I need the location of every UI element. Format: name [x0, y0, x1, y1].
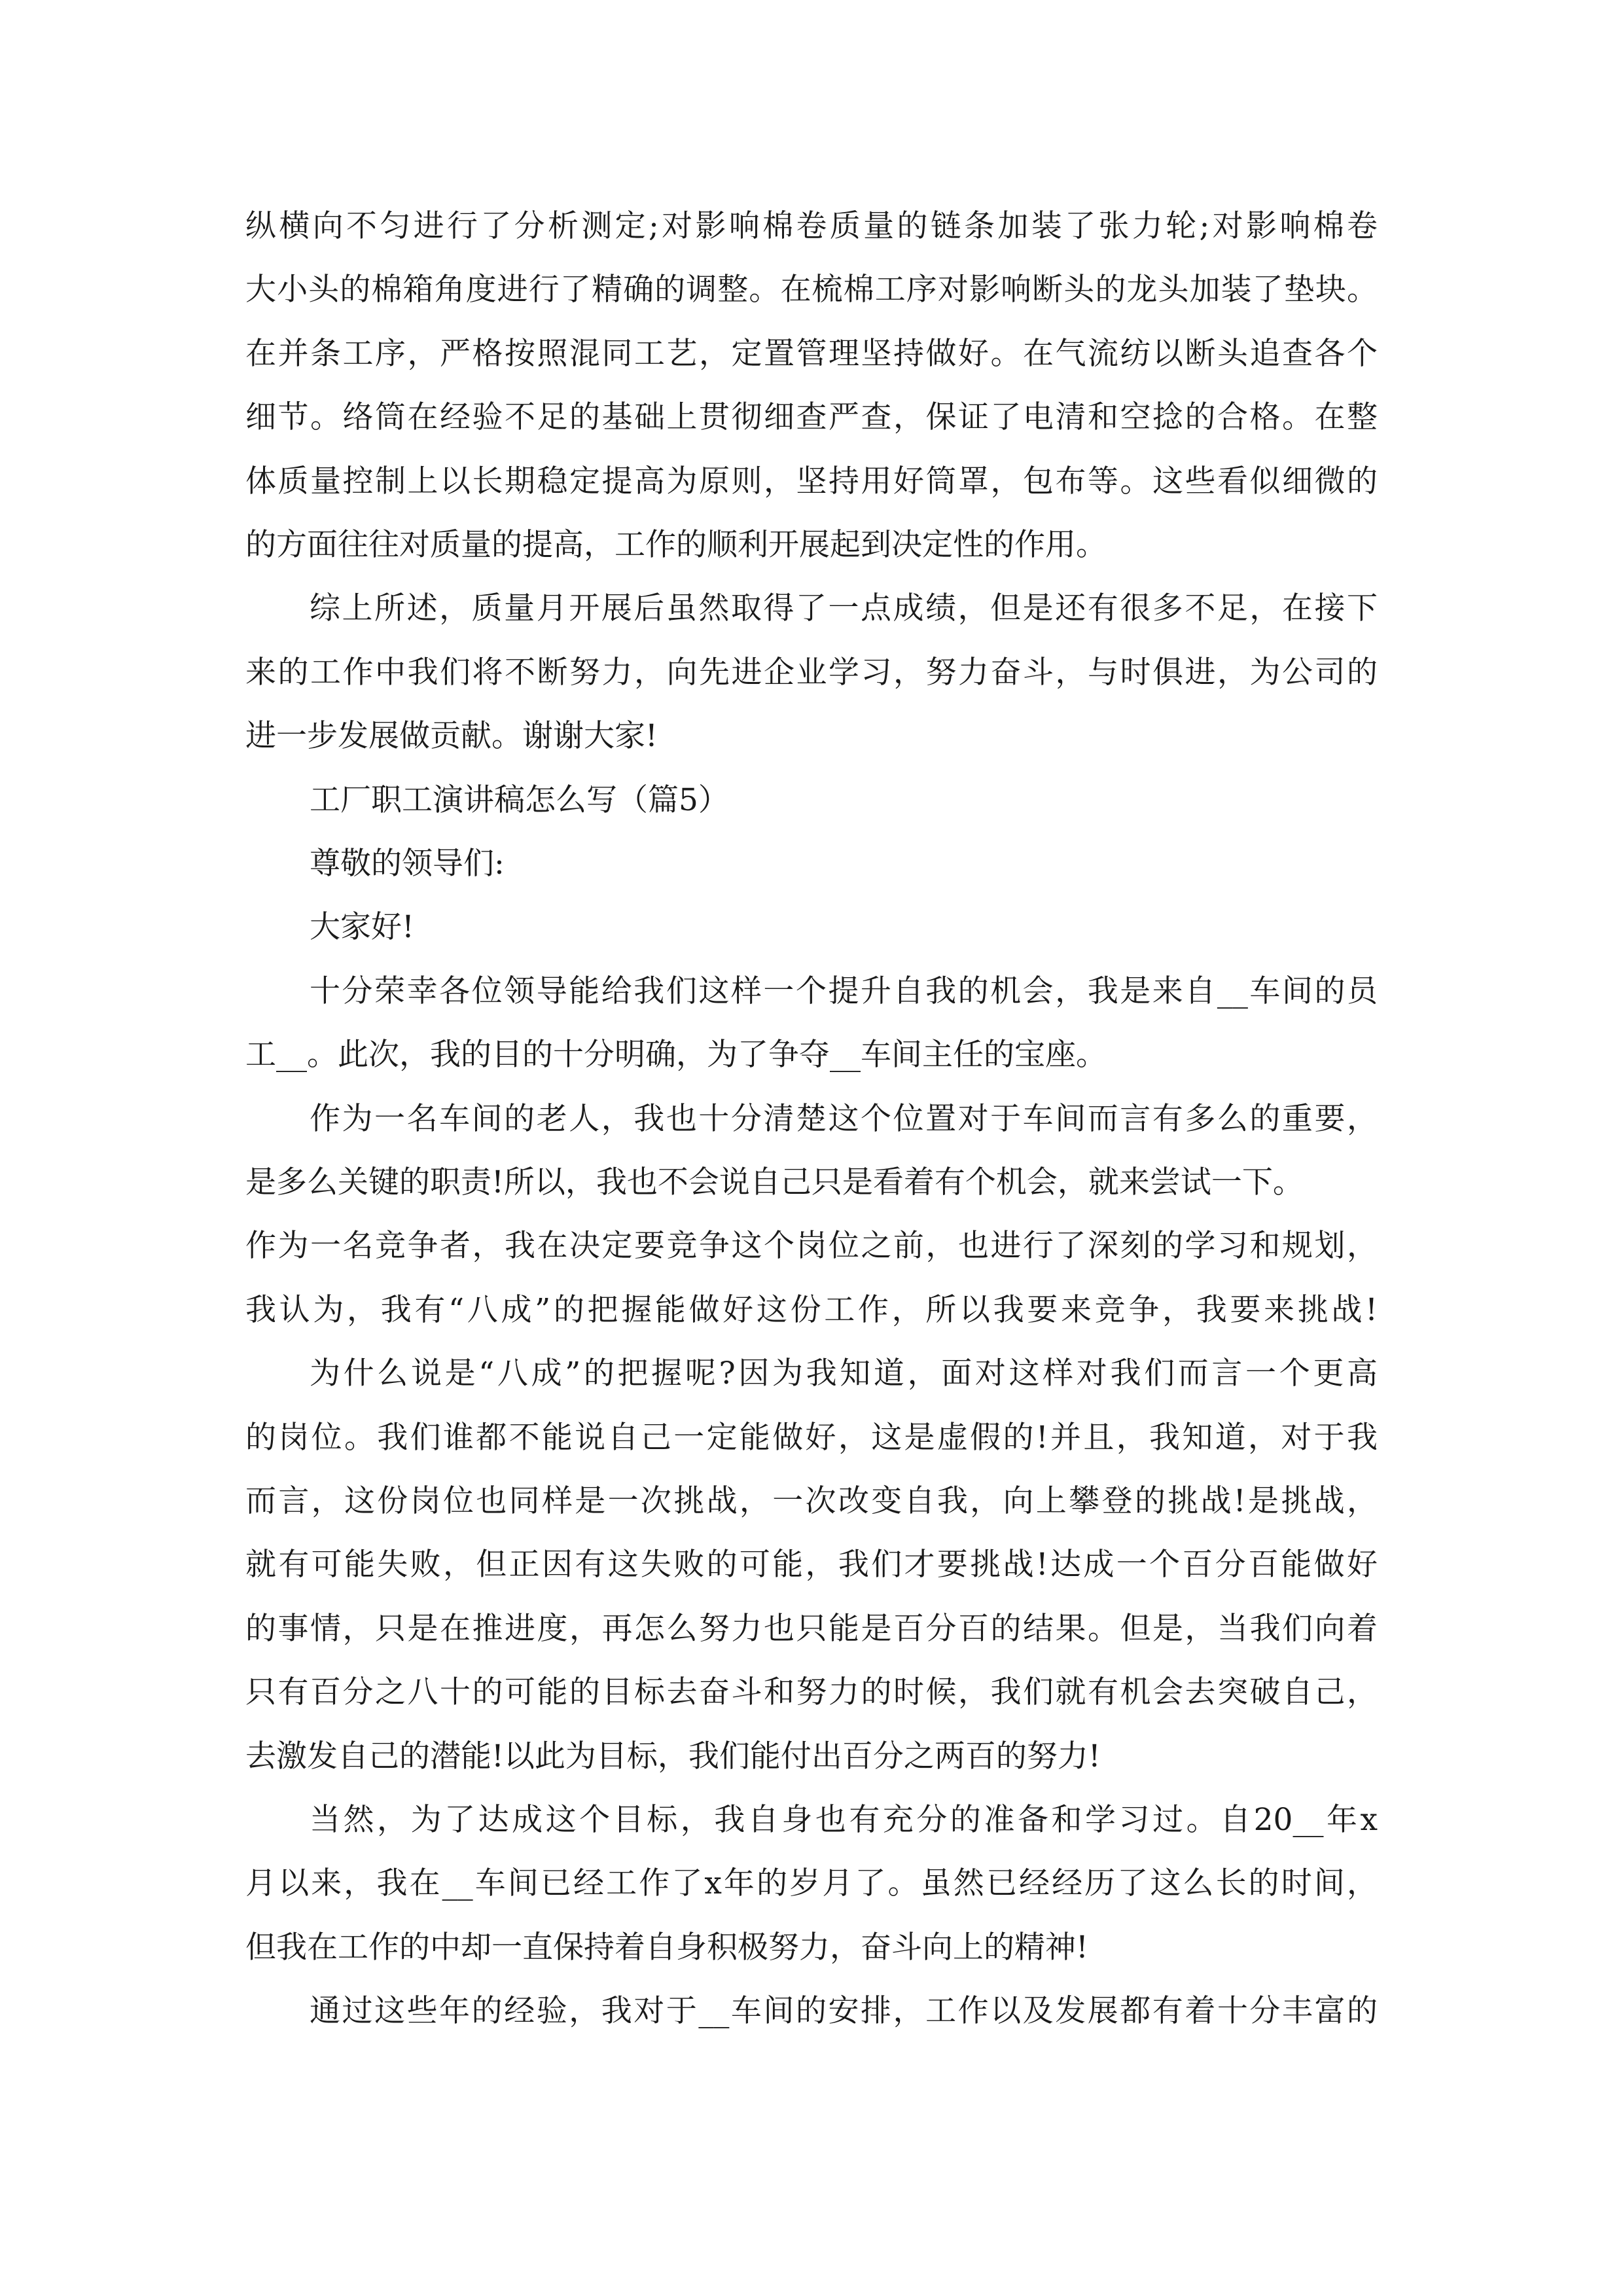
text-line: 工厂职工演讲稿怎么写（篇5）	[310, 781, 729, 818]
text-line: 作为一名车间的老人，我也十分清楚这个位置对于车间而言有多么的重要，	[310, 1100, 1378, 1137]
text-line: 当然，为了达成这个目标，我自身也有充分的准备和学习过。自20__年x	[310, 1802, 1378, 1838]
text-line: 只有百分之八十的可能的目标去奋斗和努力的时候，我们就有机会去突破自己，	[245, 1674, 1378, 1711]
text-line: 体质量控制上以长期稳定提高为原则，坚持用好筒罩，包布等。这些看似细微的	[245, 463, 1378, 499]
text-line: 尊敬的领导们:	[310, 846, 505, 882]
text-line: 综上所述，质量月开展后虽然取得了一点成绩，但是还有很多不足，在接下	[310, 590, 1378, 627]
text-line: 工__。此次，我的目的十分明确，为了争夺__车间主任的宝座。	[245, 1037, 1107, 1073]
text-line: 大家好!	[310, 909, 414, 946]
text-line: 在并条工序，严格按照混同工艺，定置管理坚持做好。在气流纺以断头追查各个	[245, 335, 1378, 372]
text-line: 去激发自己的潜能!以此为目标，我们能付出百分之两百的努力!	[245, 1738, 1101, 1774]
text-line: 月以来，我在__车间已经工作了x年的岁月了。虽然已经经历了这么长的时间，	[245, 1865, 1378, 1902]
text-line: 通过这些年的经验，我对于__车间的安排，工作以及发展都有着十分丰富的	[310, 1993, 1378, 2030]
text-line: 的方面往往对质量的提高，工作的顺利开展起到决定性的作用。	[245, 527, 1107, 563]
text-line: 细节。络筒在经验不足的基础上贯彻细查严查，保证了电清和空捻的合格。在整	[245, 399, 1378, 436]
text-line: 我认为，我有“八成”的把握能做好这份工作，所以我要来竞争，我要来挑战!	[245, 1291, 1378, 1328]
text-line: 的事情，只是在推进度，再怎么努力也只能是百分百的结果。但是，当我们向着	[245, 1610, 1378, 1647]
text-line: 纵横向不匀进行了分析测定;对影响棉卷质量的链条加装了张力轮;对影响棉卷	[245, 208, 1378, 244]
text-line: 而言，这份岗位也同样是一次挑战，一次改变自我，向上攀登的挑战!是挑战，	[245, 1483, 1378, 1519]
text-line: 来的工作中我们将不断努力，向先进企业学习，努力奋斗，与时俱进，为公司的	[245, 654, 1378, 691]
text-line: 就有可能失败，但正因有这失败的可能，我们才要挑战!达成一个百分百能做好	[245, 1547, 1378, 1583]
text-line: 但我在工作的中却一直保持着自身积极努力，奋斗向上的精神!	[245, 1929, 1088, 1965]
text-line: 大小头的棉箱角度进行了精确的调整。在梳棉工序对影响断头的龙头加装了垫块。	[245, 272, 1378, 308]
text-line: 十分荣幸各位领导能给我们这样一个提升自我的机会，我是来自__车间的员	[310, 973, 1378, 1009]
text-line: 为什么说是“八成”的把握呢?因为我知道，面对这样对我们而言一个更高	[310, 1355, 1378, 1392]
text-line: 进一步发展做贡献。谢谢大家!	[245, 718, 658, 755]
text-line: 的岗位。我们谁都不能说自己一定能做好，这是虚假的!并且，我知道，对于我	[245, 1419, 1378, 1456]
text-line: 作为一名竞争者，我在决定要竞争这个岗位之前，也进行了深刻的学习和规划，	[245, 1228, 1378, 1265]
text-line: 是多么关键的职责!所以，我也不会说自己只是看着有个机会，就来尝试一下。	[245, 1164, 1304, 1200]
